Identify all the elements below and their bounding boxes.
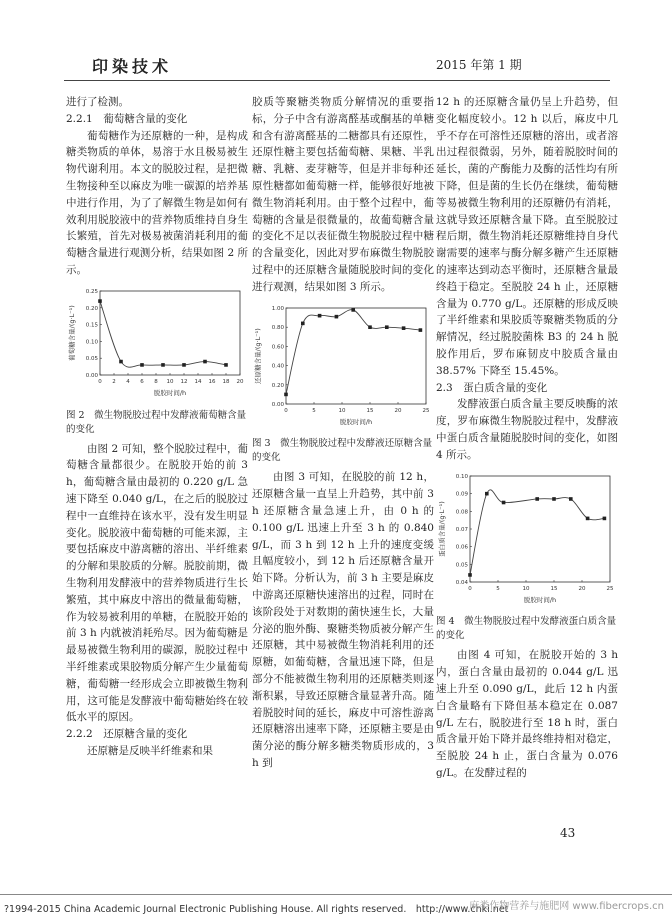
copyright-text: ?1994-2015 China Academic Journal Electronic Publishing House. All rights reserved. http://www.cnki.net [4, 904, 509, 915]
series-line [470, 489, 604, 574]
figure-3 [252, 300, 434, 466]
x-tick-label: 0 [98, 378, 102, 385]
data-point [368, 325, 372, 329]
paragraph: 12 h 的还原糖含量仍呈上升趋势，但变化幅度较小。12 h 以后，麻皮中几乎不存在可溶性还原糖的溶出，或者溶出过程很微弱，另外，随着脱胶时间的延长，菌的产酶能力及酶的活性均有所下降，但是菌的生长仍在继续，葡萄糖等易被微生物利用的还原糖仍有消耗，这就导致还原糖含量下降。直至脱胶过程后期，微生物消耗还原糖维持自身代谢需要的速率与酶分解多糖产生还原糖的速率达到动态平衡时，还原糖含量最终趋于稳定。至脱胶 24 h 止，还原糖含量为 0.770 g/L。还原糖的形成反映了半纤维素和果胶质等聚糖类物质的分解情况，经过脱胶菌株 B3 的 24 h 脱胶作用后，罗布麻韧皮中胶质含量由 38.57% 下降至 15.45%。 [436, 96, 618, 377]
figure-4 [436, 468, 618, 644]
header-rule [64, 80, 610, 81]
data-point [502, 500, 506, 504]
data-point [182, 363, 186, 367]
y-tick-label: 0.05 [455, 561, 468, 568]
watermark-text: 麻类作物营养与施肥网 www.fibercrops.cn [469, 901, 664, 912]
y-tick-label: 1.00 [271, 305, 284, 312]
figure-2-chart [66, 283, 248, 401]
data-point [98, 299, 102, 303]
data-point [301, 321, 305, 325]
y-tick-label: 0.04 [455, 579, 468, 586]
x-tick-label: 0 [284, 407, 288, 414]
data-point [485, 491, 489, 495]
y-tick-label: 0.10 [85, 339, 98, 346]
section-heading-2-2-2: 2.2.2 还原糖含量的变化 [66, 728, 188, 741]
journal-title: 印染技术 [92, 57, 173, 76]
paragraph: 进行了检测。 [66, 96, 129, 108]
figure-2 [66, 283, 248, 437]
paragraph: 发酵液蛋白质含量主要反映酶的浓度，罗布麻微生物脱胶过程中，发酵液中蛋白质含量随脱胶时间的变化，如图 4 所示。 [436, 398, 618, 461]
data-point [385, 325, 389, 329]
y-tick-label: 0.20 [271, 382, 284, 389]
page-number: 43 [560, 826, 576, 840]
data-point [569, 497, 573, 501]
x-tick-label: 2 [112, 378, 116, 385]
x-tick-label: 10 [522, 585, 530, 592]
y-tick-label: 0.00 [271, 401, 284, 408]
y-tick-label: 0.08 [455, 508, 468, 515]
x-tick-label: 8 [154, 378, 158, 385]
x-tick-label: 5 [496, 585, 500, 592]
data-point [586, 516, 590, 520]
section-heading-2-2-1: 2.2.1 葡萄糖含量的变化 [66, 112, 188, 125]
y-axis-label: 葡萄糖含量/(g·L⁻¹) [68, 304, 76, 361]
y-tick-label: 0.80 [271, 324, 284, 331]
data-point [203, 360, 207, 364]
y-tick-label: 0.25 [85, 288, 98, 295]
x-axis-label: 脱胶时间/h [339, 417, 373, 426]
x-tick-label: 20 [236, 378, 244, 385]
data-point [419, 328, 423, 332]
x-tick-label: 6 [140, 378, 144, 385]
data-point [603, 516, 607, 520]
data-point [224, 363, 228, 367]
x-tick-label: 12 [180, 378, 188, 385]
y-tick-label: 0.06 [455, 544, 468, 551]
column-2 [252, 94, 434, 772]
y-tick-label: 0.07 [455, 526, 468, 533]
y-tick-label: 0.09 [455, 491, 468, 498]
data-point [119, 360, 123, 364]
plot-frame [286, 308, 426, 404]
figure-3-chart [252, 300, 434, 430]
y-tick-label: 0.10 [455, 473, 468, 480]
footer [0, 894, 672, 915]
x-tick-label: 10 [166, 378, 174, 385]
x-tick-label: 15 [550, 585, 558, 592]
x-tick-label: 25 [422, 407, 430, 414]
y-tick-label: 0.20 [85, 305, 98, 312]
y-tick-label: 0.60 [271, 343, 284, 350]
issue-label: 2015 年第 1 期 [436, 58, 522, 72]
data-point [468, 573, 472, 577]
section-heading-2-3: 2.3 蛋白质含量的变化 [436, 381, 548, 394]
data-point [335, 314, 339, 318]
data-point [351, 308, 355, 312]
x-tick-label: 20 [578, 585, 586, 592]
x-tick-label: 4 [126, 378, 130, 385]
x-axis-label: 脱胶时间/h [153, 388, 187, 397]
x-tick-label: 20 [394, 407, 402, 414]
series-line [286, 309, 420, 394]
figure-4-chart [436, 468, 618, 608]
paragraph: 由图 2 可知，整个脱胶过程中，葡萄糖含量都很少。在脱胶开始的前 3 h，葡萄糖含量由最初的 0.220 g/L 急速下降至 0.040 g/L，在之后的脱胶过程中一直维持在该水平，没有发生明显变化。脱胶液中葡萄糖的可能来源，主要包括麻皮中游离糖的溶出、半纤维素的分解和果胶质的分解。脱胶前期，微生物利用发酵液中的营养物质进行生长繁殖，其中麻皮中溶出的微量葡萄糖，作为较易被利用的单糖，在脱胶开始的前 3 h 内就被消耗殆尽。因为葡萄糖是最易被微生物利用的碳源，脱胶过程中半纤维素或果胶物质分解产生少量葡萄糖，葡萄糖一经形成会立即被微生物利用，这可能是发酵液中葡萄糖始终在较低水平的原因。 [66, 442, 248, 724]
data-point [402, 326, 406, 330]
figure-4-caption: 图 4 微生物脱胶过程中发酵液蛋白质含量的变化 [436, 616, 617, 642]
y-tick-label: 0.40 [271, 363, 284, 370]
paragraph: 由图 4 可知，在脱胶开始的 3 h 内，蛋白含量由最初的 0.044 g/L 迅速上升至 0.090 g/L，此后 12 h 内蛋白含量略有下降但基本稳定在 0.087 g/L 左右，脱胶进行至 18 h 时，蛋白质含量开始下降并最终维持相对稳定，至脱胶 24 h 止，蛋白含量为 0.076 g/L。在发酵过程的 [436, 649, 618, 779]
data-point [552, 497, 556, 501]
figure-2-caption: 图 2 微生物脱胶过程中发酵液葡萄糖含量的变化 [66, 409, 247, 435]
x-axis-label: 脱胶时间/h [523, 595, 557, 604]
data-point [284, 392, 288, 396]
paragraph: 胶质等聚糖类物质分解情况的重要指标，分子中含有游离醛基或酮基的单糖和含有游离醛基的二糖都具有还原性，还原性糖主要包括葡萄糖、果糖、半乳糖、乳糖、麦芽糖等，但是并非每种还原性糖都如葡萄糖一样，能够很好地被微生物消耗利用。由于整个过程中，葡萄糖的含量是很微量的，故葡萄糖含量的变化不足以表征微生物脱胶过程中糖的含量变化，因此对罗布麻微生物脱胶过程中的还原糖含量随脱胶时间的变化进行观测，结果如图 3 所示。 [252, 96, 434, 293]
x-tick-label: 14 [194, 378, 202, 385]
y-axis-label: 还原糖含量/(g·L⁻¹) [254, 327, 262, 384]
x-tick-label: 15 [366, 407, 374, 414]
x-tick-label: 25 [606, 585, 614, 592]
x-tick-label: 10 [338, 407, 346, 414]
figure-3-caption: 图 3 微生物脱胶过程中发酵液还原糖含量的变化 [252, 438, 433, 464]
column-3 [436, 94, 618, 782]
x-tick-label: 18 [222, 378, 230, 385]
paragraph: 由图 3 可知，在脱胶的前 12 h，还原糖含量一直呈上升趋势，其中前 3 h 还原糖含量急速上升，由 0 h 的 0.100 g/L 迅速上升至 3 h 的 0.840 g/L，而 3 h 到 12 h 上升的速度变缓且幅度较小，到 12 h 后还原糖含量开始下降。分析认为，前 3 h 主要是麻皮中游离还原糖快速溶出的过程，同时在该阶段处于对数期的菌快速生长，大量分泌的胞外酶、聚糖类物质被分解产生还原糖，其中易被微生物消耗利用的还原糖，如葡萄糖，含量迅速下降，但是部分不能被微生物利用的还原糖类则逐渐积累，导致还原糖含量显著升高。随着脱胶时间的延长，麻皮中可溶性游离还原糖溶出速率下降，还原糖主要是由菌分泌的酶分解多糖类物质形成的，3 h 到 [252, 471, 434, 769]
y-tick-label: 0.15 [85, 322, 98, 329]
series-line [100, 301, 226, 367]
data-point [318, 313, 322, 317]
x-tick-label: 16 [208, 378, 216, 385]
y-tick-label: 0.00 [85, 372, 98, 379]
column-1 [66, 94, 248, 760]
x-tick-label: 0 [468, 585, 472, 592]
y-tick-label: 0.05 [85, 355, 98, 362]
paragraph: 还原糖是反映半纤维素和果 [87, 744, 213, 757]
x-tick-label: 5 [312, 407, 316, 414]
data-point [535, 497, 539, 501]
data-point [140, 363, 144, 367]
paragraph: 葡萄糖作为还原糖的一种，是构成糖类物质的单体，易溶于水且极易被生物代谢利用。本文的脱胶过程，是把微生物接种至以麻皮为唯一碳源的培养基中进行作用，为了了解微生物是如何有效利用脱胶液中的营养物质维持自身生长繁殖，首先对极易被菌消耗利用的葡萄糖含量进行观测分析，结果如图 2 所示。 [66, 129, 248, 276]
data-point [161, 363, 165, 367]
y-axis-label: 蛋白质含量/(g·L⁻¹) [438, 500, 446, 557]
plot-frame [470, 476, 610, 582]
